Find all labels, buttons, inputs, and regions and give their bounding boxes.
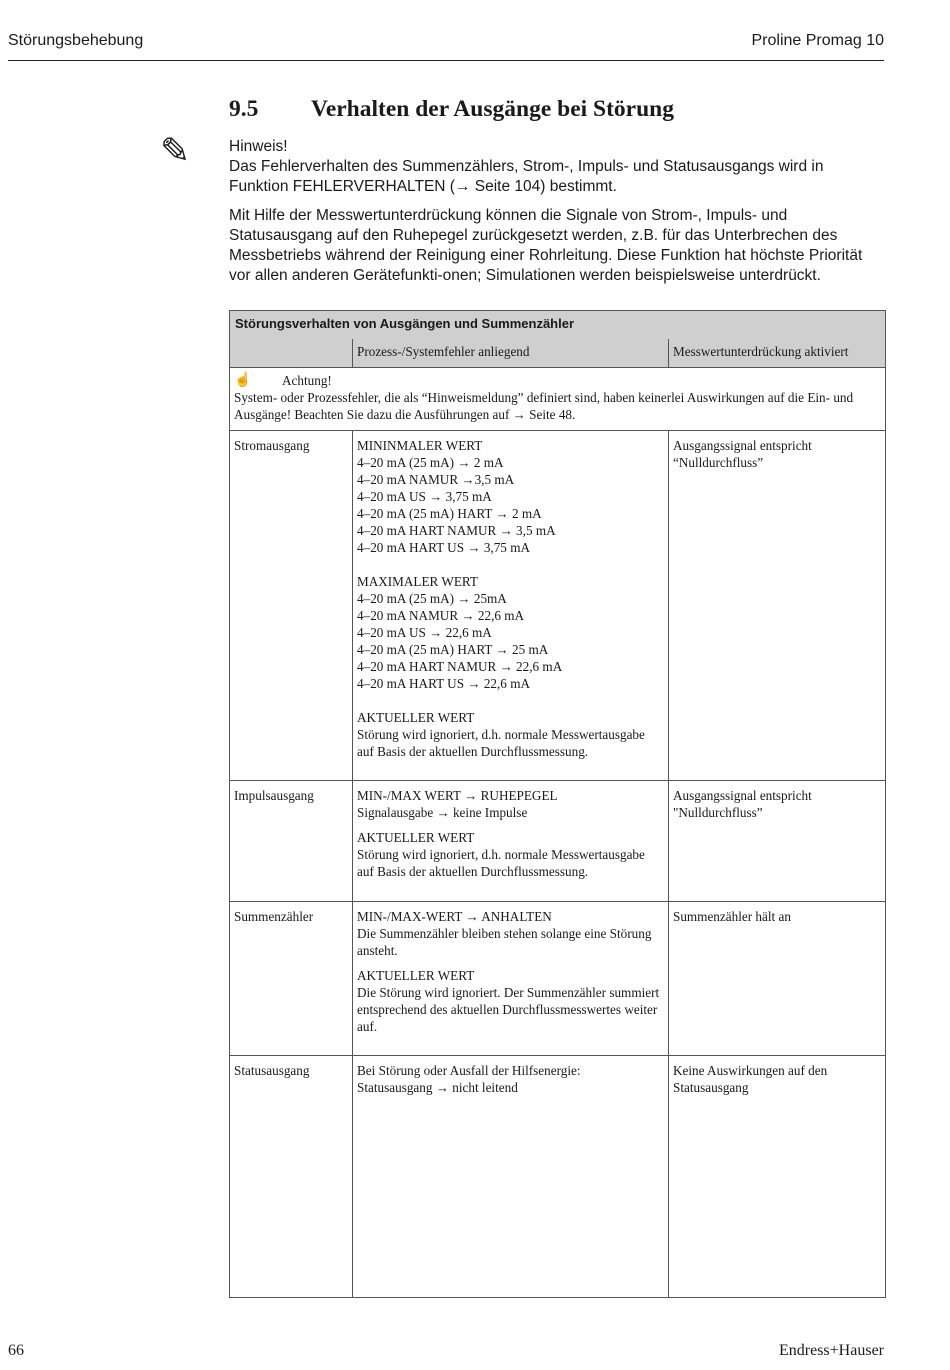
section-heading [229,96,674,123]
cell-line: ansteht. [357,943,398,958]
cell-line: “Nulldurchfluss” [673,455,764,470]
column-header-process-error: Prozess-/Systemfehler anliegend [353,339,669,368]
cell-line: 4–20 mA (25 mA) HART → 25 mA [357,642,549,657]
cell-line: 4–20 mA (25 mA) → 2 mA [357,455,504,470]
column-header-empty [230,339,353,368]
cell-line: Störung wird ignoriert, d.h. normale Messwertausgabe [357,727,645,742]
cell-line: MAXIMALER WERT [357,574,478,589]
section-title: Verhalten der Ausgänge bei Störung [311,96,674,122]
cell-line: auf. [357,1019,378,1034]
row-label: Statusausgang [230,1056,353,1298]
cell-line: Statusausgang → nicht leitend [357,1080,518,1095]
page-number: 66 [8,1342,24,1359]
cell-line: Keine Auswirkungen auf den [673,1063,828,1078]
row-label: Stromausgang [230,431,353,781]
row-label: Impulsausgang [230,781,353,902]
suppression-cell [669,1056,886,1298]
cell-block [357,908,664,959]
process-error-cell [353,902,669,1056]
cell-line: Ausgangssignal entspricht [673,438,812,453]
process-error-cell [353,1056,669,1298]
cell-line: MIN-/MAX WERT → RUHEPEGEL [357,788,558,803]
cell-block [357,787,664,821]
cell-line: auf Basis der aktuellen Durchflussmessung. [357,744,589,759]
cell-block [357,967,664,1035]
cell-block [357,709,664,760]
header-product-name: Proline Promag 10 [751,32,884,49]
table-row [230,1056,886,1298]
cell-line: AKTUELLER WERT [357,710,475,725]
cell-line: AKTUELLER WERT [357,968,475,983]
warning-box [230,368,886,431]
table-header-row [230,339,886,368]
table-row [230,431,886,781]
cell-line: Bei Störung oder Ausfall der Hilfsenergie: [357,1063,581,1078]
cell-line: 4–20 mA HART US → 3,75 mA [357,540,530,555]
process-error-cell [353,781,669,902]
section-number: 9.5 [229,96,259,122]
cell-line: 4–20 mA NAMUR →3,5 mA [357,472,515,487]
pencil-icon: ✎ [160,131,191,172]
suppression-cell [669,781,886,902]
table-row [230,781,886,902]
cell-line: Signalausgabe → keine Impulse [357,805,528,820]
fault-behavior-table [229,310,886,1298]
cell-line: 4–20 mA (25 mA) → 25mA [357,591,507,606]
footer-brand: Endress+Hauser [779,1342,884,1359]
cell-line: entsprechend des aktuellen Durchflussmesswertes weiter [357,1002,658,1017]
hand-icon: ☝ [234,373,252,388]
column-header-suppression: Messwertunterdrückung aktiviert [669,339,886,368]
cell-line: Die Summenzähler bleiben stehen solange eine Störung [357,926,652,941]
cell-line: MININMALER WERT [357,438,483,453]
process-error-cell [353,431,669,781]
cell-line: 4–20 mA (25 mA) HART → 2 mA [357,506,542,521]
suppression-cell [669,902,886,1056]
cell-line: auf Basis der aktuellen Durchflussmessung. [357,864,589,879]
cell-line: "Nulldurchfluss” [673,805,763,820]
cell-line: Summenzähler hält an [673,909,791,924]
cell-line: 4–20 mA HART US → 22,6 mA [357,676,530,691]
table-row [230,902,886,1056]
warning-title: Achtung! [282,373,332,388]
table-caption: Störungsverhalten von Ausgängen und Summenzähler [230,311,886,340]
cell-line: 4–20 mA NAMUR → 22,6 mA [357,608,525,623]
cell-block [357,437,664,556]
cell-line: Die Störung wird ignoriert. Der Summenzähler summiert [357,985,660,1000]
body-paragraph: Mit Hilfe der Messwertunterdrückung können die Signale von Strom-, Impuls- und Statusausgang auf den Ruhepegel zurückgesetzt werden, z.B. für das Unterbrechen des Messbetriebs während der Reinigung einer Rohrleitung. Diese Funktion hat höchste Priorität vor allen anderen Gerätefunkti-onen; Simulationen werden beispielsweise unterdrückt. [229,207,863,284]
note-body: Das Fehlerverhalten des Summenzählers, Strom-, Impuls- und Statusausgangs wird in Funktion FEHLERVERHALTEN (→ Seite 104) bestimmt. [229,158,824,195]
cell-line: Störung wird ignoriert, d.h. normale Messwertausgabe [357,847,645,862]
note-heading: Hinweis! [229,138,288,155]
cell-block [357,573,664,692]
cell-line: 4–20 mA HART NAMUR → 22,6 mA [357,659,563,674]
cell-block [357,829,664,880]
row-label: Summenzähler [230,902,353,1056]
warning-text: System- oder Prozessfehler, die als “Hinweismeldung” definiert sind, haben keinerlei Auswirkungen auf die Ein- und Ausgänge! Beachten Sie dazu die Ausführungen auf → Seite 48. [234,390,854,422]
cell-line: 4–20 mA HART NAMUR → 3,5 mA [357,523,556,538]
header-section-title: Störungsbehebung [8,32,144,49]
cell-block [357,1062,664,1096]
cell-line: Ausgangssignal entspricht [673,788,812,803]
cell-line: Statusausgang [673,1080,749,1095]
cell-line: 4–20 mA US → 3,75 mA [357,489,492,504]
cell-line: AKTUELLER WERT [357,830,475,845]
header-divider [8,60,884,61]
suppression-cell [669,431,886,781]
cell-line: 4–20 mA US → 22,6 mA [357,625,492,640]
cell-line: MIN-/MAX-WERT → ANHALTEN [357,909,552,924]
